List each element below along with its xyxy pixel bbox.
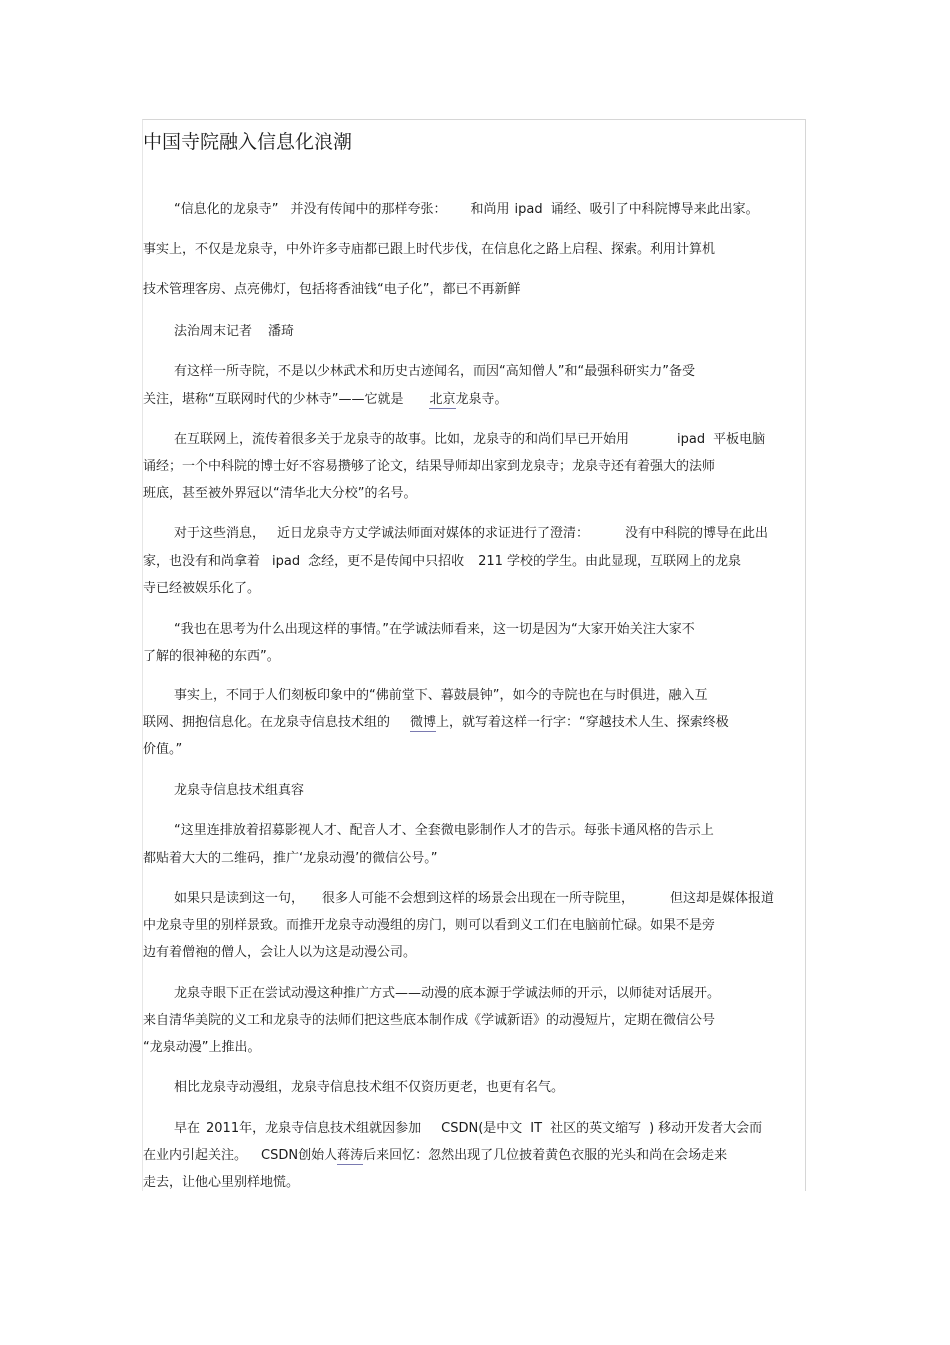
byline: 法治周末记者 潘琦 — [174, 324, 295, 339]
paragraph-line: “信息化的龙泉寺” 并没有传闻中的那样夸张： 和尚用 ipad 诵经、吸引了中科院博导来此出家。 — [174, 202, 759, 217]
paragraph-line: 关注，堪称“互联网时代的少林寺”——它就是 北京龙泉寺。 — [143, 392, 508, 407]
paragraph-line: 事实上，不仅是龙泉寺，中外许多寺庙都已跟上时代步伐，在信息化之路上启程、探索。利用计算机 — [143, 242, 716, 257]
paragraph-line: 诵经；一个中科院的博士好不容易攒够了论文，结果导师却出家到龙泉寺；龙泉寺还有着强大的法师 — [143, 459, 716, 474]
paragraph-line: 联网、拥抱信息化。在龙泉寺信息技术组的 微博上，就写着这样一行字：“穿越技术人生、探索终极 — [143, 715, 729, 730]
paragraph-line: 中龙泉寺里的别样景致。而推开龙泉寺动漫组的房门，则可以看到义工们在电脑前忙碌。如果不是旁 — [143, 918, 716, 933]
author-name: 潘琦 — [268, 324, 295, 339]
paragraph-line: 都贴着大大的二维码，推广‘龙泉动漫’的微信公号。” — [143, 851, 438, 866]
paragraph-line: 对于这些消息， 近日龙泉寺方丈学诚法师面对媒体的求证进行了澄清： 没有中科院的博导在此出 — [174, 526, 769, 541]
paragraph-line: 相比龙泉寺动漫组，龙泉寺信息技术组不仅资历更老，也更有名气。 — [174, 1080, 565, 1095]
paragraph-line: 如果只是读到这一句， 很多人可能不会想到这样的场景会出现在一所寺院里， 但这却是媒体报道 — [174, 891, 775, 906]
paragraph-line: 了解的很神秘的东西”。 — [143, 649, 280, 664]
paragraph-line: 龙泉寺眼下正在尝试动漫这种推广方式——动漫的底本源于学诚法师的开示，以师徒对话展开。 — [174, 986, 721, 1001]
paragraph-line: 事实上，不同于人们刻板印象中的“佛前堂下、暮鼓晨钟”，如今的寺院也在与时俱进，融入互 — [174, 688, 708, 703]
weibo-link[interactable]: 微博 — [410, 715, 437, 730]
paragraph-line: 技术管理客房、点亮佛灯，包括将香油钱“电子化”，都已不再新鲜 — [143, 282, 521, 297]
section-heading: 龙泉寺信息技术组真容 — [174, 783, 305, 798]
paragraph-line: 价值。” — [143, 742, 183, 757]
paragraph-line: “我也在思考为什么出现这样的事情。”在学诚法师看来，这一切是因为“大家开始关注大家不 — [174, 622, 695, 637]
paragraph-line: 寺已经被娱乐化了。 — [143, 581, 261, 596]
paragraph-line: “龙泉动漫”上推出。 — [143, 1040, 261, 1055]
paragraph-line: 有这样一所寺院，不是以少林武术和历史古迹闻名，而因“高知僧人”和“最强科研实力”备受 — [174, 364, 695, 379]
paragraph-line: 走去，让他心里别样地慌。 — [143, 1175, 300, 1190]
beijing-link[interactable]: 北京 — [429, 392, 456, 407]
paragraph-line: 在业内引起关注。 CSDN创始人蒋涛后来回忆：忽然出现了几位披着黄色衣服的光头和尚在会场走来 — [143, 1148, 728, 1163]
paragraph-line: 班底，甚至被外界冠以“清华北大分校”的名号。 — [143, 486, 417, 501]
paragraph-line: 在互联网上，流传着很多关于龙泉寺的故事。比如，龙泉寺的和尚们早已开始用 ipad 平板电脑 — [174, 432, 766, 447]
jiang-tao-link[interactable]: 蒋涛 — [337, 1148, 364, 1163]
paragraph-line: 来自清华美院的义工和龙泉寺的法师们把这些底本制作成《学诚新语》的动漫短片，定期在微信公号 — [143, 1013, 716, 1028]
paragraph-line: 早在 2011年，龙泉寺信息技术组就因参加 CSDN(是中文 IT 社区的英文缩写 ) 移动开发者大会而 — [174, 1121, 763, 1136]
article-title: 中国寺院融入信息化浪潮 — [143, 131, 353, 153]
paragraph-line: 边有着僧袍的僧人，会让人以为这是动漫公司。 — [143, 945, 417, 960]
paragraph-line: “这里连排放着招募影视人才、配音人才、全套微电影制作人才的告示。每张卡通风格的告示上 — [174, 823, 714, 838]
paragraph-line: 家，也没有和尚拿着 ipad 念经，更不是传闻中只招收 211 学校的学生。由此显现，互联网上的龙泉 — [143, 554, 741, 569]
